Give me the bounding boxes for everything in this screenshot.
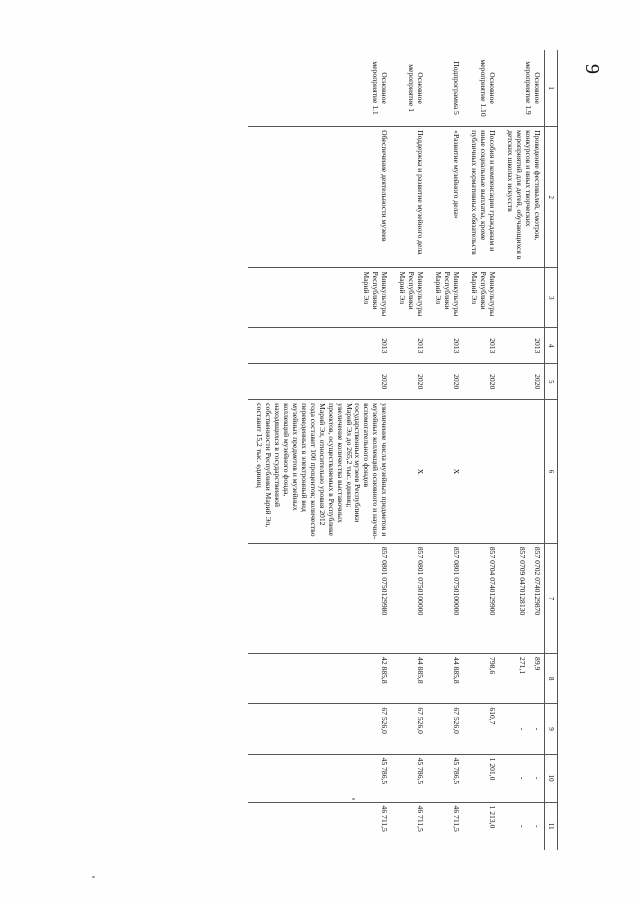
measure-code: Основное мероприятие 1.9	[523, 61, 542, 115]
measure-title: Поддержка и развитие музейного дела	[391, 127, 427, 268]
amount-value: 44 885,8	[452, 657, 462, 684]
expected-result	[463, 400, 499, 544]
start-year: 2013	[499, 328, 544, 364]
amount-value: -	[532, 776, 542, 780]
executor: Минкультуры Республики Марий Эл	[391, 268, 427, 328]
measure-code: Основное мероприятие 1.10	[478, 59, 497, 117]
executor: Минкультуры Республики Марий Эл	[427, 268, 463, 328]
table-row	[248, 50, 391, 850]
amount-value: 1 201,0	[487, 757, 497, 781]
start-year: 2013	[463, 328, 499, 364]
start-year: 2013	[391, 328, 427, 364]
header-row	[544, 50, 557, 850]
scan-speck	[352, 798, 355, 800]
end-year: 2020	[391, 364, 427, 400]
amount-value: 67 526,0	[380, 707, 390, 734]
amount-value: 46 711,5	[380, 805, 390, 832]
budget-code	[499, 543, 544, 653]
amount-col-11	[391, 802, 427, 850]
header-cell: 2	[544, 127, 557, 268]
amount-value: 610,7	[487, 707, 497, 725]
amount-col-11	[463, 802, 499, 850]
scan-speck	[92, 876, 95, 878]
amount-value: 45 786,5	[452, 757, 462, 785]
executor: Минкультуры Республики Марий Эл	[248, 268, 391, 328]
measure-code: Подпрограмма 5	[452, 61, 462, 115]
amount-col-11	[427, 802, 463, 850]
amount-col-10	[463, 754, 499, 802]
budget-code	[427, 543, 463, 653]
amount-col-8	[463, 654, 499, 704]
amount-col-10	[391, 754, 427, 802]
measure-title: «Развитие музейного дела»	[427, 127, 463, 268]
header-cell: 10	[544, 754, 557, 802]
header-cell: 8	[544, 654, 557, 704]
executor	[499, 268, 544, 328]
amount-col-9	[427, 704, 463, 754]
amount-value: -	[517, 727, 527, 731]
amount-value: 46 711,5	[416, 805, 426, 832]
amount-value: 89,9	[532, 657, 542, 671]
budget-code-line: 857 0801 0750100000	[452, 546, 462, 616]
amount-value: 271,1	[517, 657, 527, 675]
measure-title: Проведение фестивалей, смотров, конкурсов и иных творческих мероприятий для детей, обучающихся в детских школах искусств	[499, 127, 544, 268]
amount-col-9	[391, 704, 427, 754]
header-cell: 5	[544, 364, 557, 400]
budget-code-line: 857 0702 0740129870	[532, 546, 542, 616]
budget-code-line: 857 0801 0750129980	[380, 546, 390, 616]
budget-code	[463, 543, 499, 653]
header-cell: 7	[544, 543, 557, 653]
amount-value: 46 711,5	[452, 805, 462, 832]
expected-result: Х	[427, 400, 463, 544]
table-row	[427, 50, 463, 850]
budget-code-line: 857 0709 0470128130	[517, 546, 527, 616]
budget-code-line: 857 0704 0740129900	[487, 546, 497, 616]
amount-value: 44 885,8	[416, 657, 426, 684]
header-cell: 4	[544, 328, 557, 364]
amount-value: -	[532, 727, 542, 731]
amount-col-9	[499, 704, 544, 754]
end-year: 2020	[499, 364, 544, 400]
amount-value: -	[532, 825, 542, 828]
executor: Минкультуры Республики Марий Эл	[463, 268, 499, 328]
amount-value: 67 526,0	[452, 707, 462, 734]
budget-table	[248, 50, 558, 850]
measure-code: Основное мероприятие 1.1	[371, 61, 390, 115]
start-year: 2013	[427, 328, 463, 364]
table-header	[544, 50, 557, 850]
budget-code	[391, 543, 427, 653]
amount-col-8	[499, 654, 544, 704]
amount-col-10	[499, 754, 544, 802]
amount-value: 67 526,0	[416, 707, 426, 734]
amount-col-9	[248, 704, 391, 754]
table-row	[463, 50, 499, 850]
amount-col-11	[499, 802, 544, 850]
measure-title: Пособия и компенсации гражданам и иные социальные выплаты, кроме публичных нормативных обязательств	[463, 127, 499, 268]
table-body	[248, 50, 544, 850]
rotated-table-wrapper	[108, 50, 558, 850]
start-year: 2013	[248, 328, 391, 364]
end-year: 2020	[463, 364, 499, 400]
amount-col-10	[248, 754, 391, 802]
amount-value: 798,6	[487, 657, 497, 675]
header-cell: 9	[544, 704, 557, 754]
amount-col-8	[248, 654, 391, 704]
measure-title: Обеспечение деятельности музеев	[248, 127, 391, 268]
measure-code: Основное мероприятие 1	[407, 64, 426, 112]
expected-result: увеличение числа музейных предметов и музейных коллекций основного и научно-вспомогательного фондов государственных музеев Республики Марий Эл до 265,2 тыс. единиц; увеличение количества выставочных проектов, осуществляемых в Республике Марий Эл, относительно уровня 2012 года составит 100 процентов; количество переведенных в электронный вид музейных предметов и музейных коллекций музейного фонда, находящихся в государственной собственности Республики Марий Эл, составит 15,2 тыс. единиц	[248, 400, 391, 544]
amount-col-10	[427, 754, 463, 802]
end-year: 2020	[248, 364, 391, 400]
amount-col-11	[248, 802, 391, 850]
amount-value: 1 213,0	[487, 805, 497, 829]
amount-value: 42 885,8	[380, 657, 390, 684]
amount-col-8	[391, 654, 427, 704]
amount-col-8	[427, 654, 463, 704]
amount-col-9	[463, 704, 499, 754]
budget-code	[248, 543, 391, 653]
expected-result: Х	[391, 400, 427, 544]
page-number: 9	[581, 64, 603, 74]
end-year: 2020	[427, 364, 463, 400]
amount-value: -	[517, 825, 527, 828]
amount-value: 45 786,5	[416, 757, 426, 785]
amount-value: -	[517, 776, 527, 780]
table-row	[391, 50, 427, 850]
expected-result	[499, 400, 544, 544]
header-cell: 3	[544, 268, 557, 328]
header-cell: 1	[544, 50, 557, 127]
header-cell: 11	[544, 802, 557, 850]
amount-value: 45 786,5	[380, 757, 390, 785]
budget-code-line: 857 0801 0750100000	[416, 546, 426, 616]
header-cell: 6	[544, 400, 557, 544]
table-row	[499, 50, 544, 850]
